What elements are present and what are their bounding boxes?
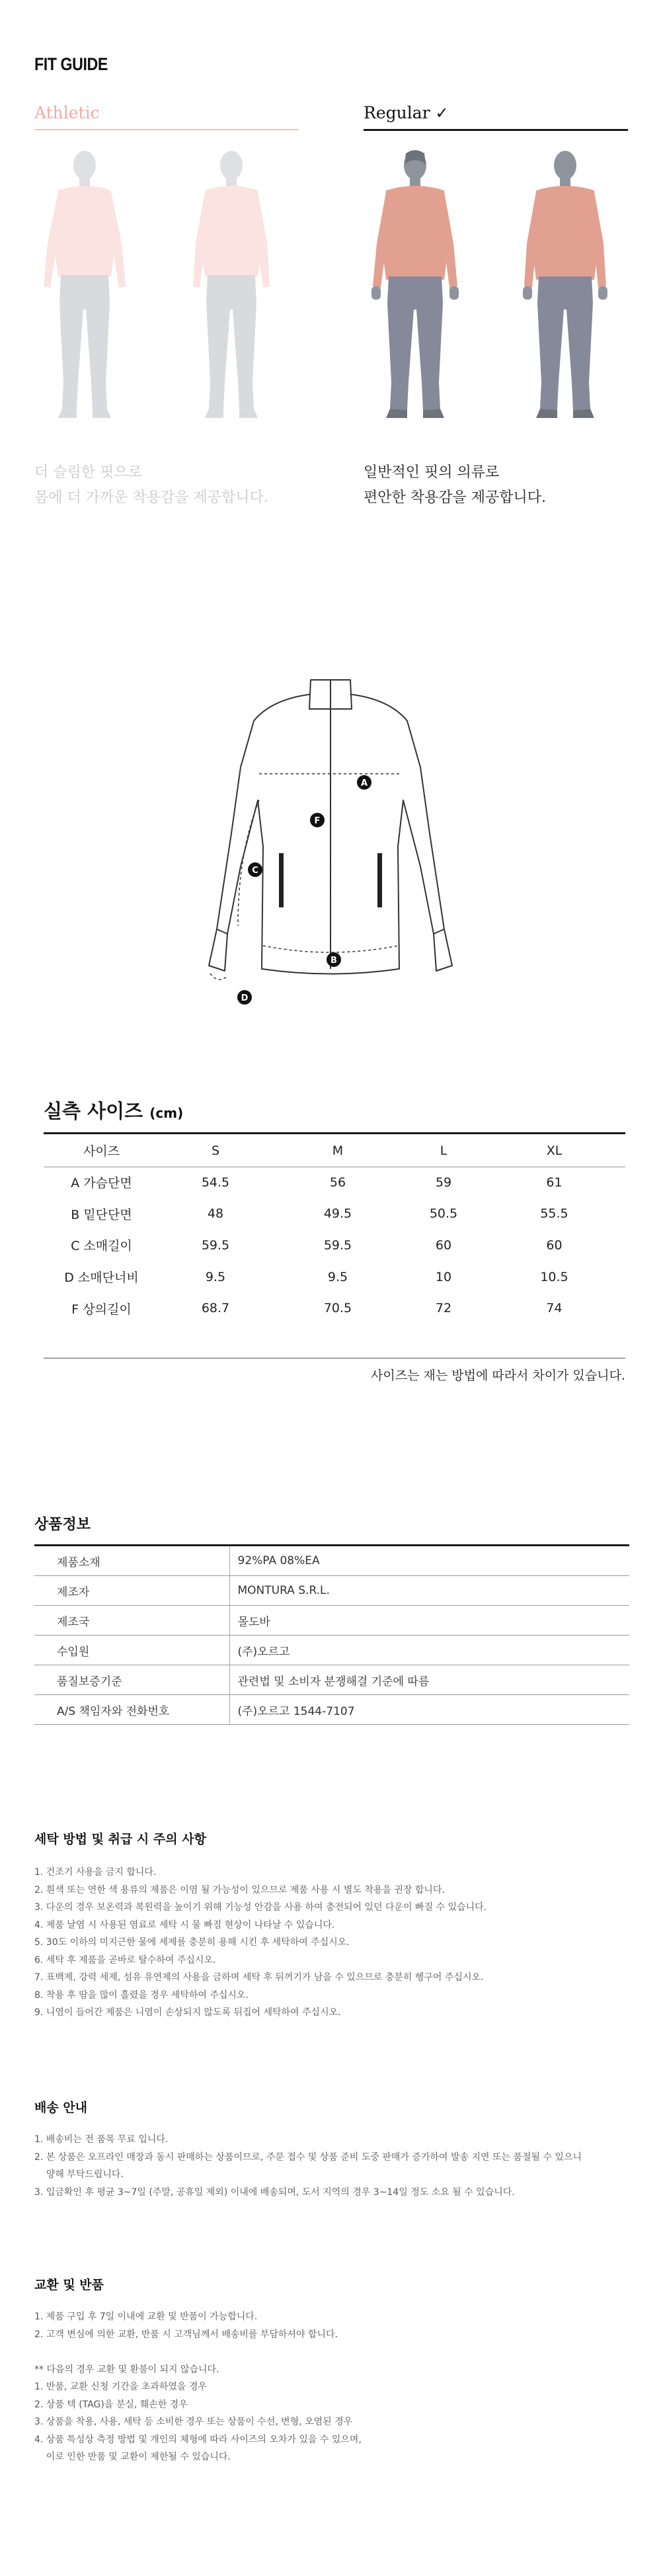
size-header-cell: S [211,1143,220,1158]
table-row [34,1665,629,1695]
list-item: 4. 상품 특성상 측정 방법 및 개인의 체형에 따라 사이즈의 오차가 있을 수 있으며, [34,2434,362,2445]
regular-tab-underline [364,129,628,131]
regular-desc-line: 일반적인 핏의 의류로 [364,464,500,481]
table-cell: 60 [435,1237,452,1253]
list-item: 2. 상품 텍 (TAG)을 분실, 훼손한 경우 [34,2399,188,2410]
size-header-cell: M [332,1143,344,1158]
regular-tab[interactable] [364,103,449,122]
list-item: 3. 상품을 착용, 사용, 세탁 등 소비한 경우 또는 상품이 수선, 변형, 오염된 경우 [34,2417,353,2427]
size-table-note: 사이즈는 재는 방법에 따라서 차이가 있습니다. [371,1368,625,1383]
table-cell: 50.5 [429,1206,458,1222]
list-item: 3. 입금확인 후 평균 3~7일 (주말, 공휴일 제외) 이내에 배송되며, 도서 지역의 경우 3~14일 정도 소요 될 수 있습니다. [34,2186,515,2198]
info-value: 몰도바 [229,1606,629,1636]
athletic-desc-line: 몸에 더 가까운 착용감을 제공합니다. [34,489,268,506]
size-table-unit: (cm) [149,1105,184,1121]
table-cell: D 소매단너비 [64,1270,139,1286]
size-table [44,1134,625,1324]
info-key: 제조자 [34,1576,229,1606]
washing-title: 세탁 방법 및 취급 시 주의 사항 [34,1832,206,1847]
list-item: 5. 30도 이하의 미지근한 물에 세제를 충분히 용해 시킨 후 세탁하여 주십시오. [34,1937,350,1948]
list-item: 1. 배송비는 전 품목 무료 입니다. [34,2134,169,2145]
size-table-header-row [44,1134,625,1167]
svg-text:A: A [360,778,368,788]
label-a-marker [357,775,371,790]
table-cell: 59 [435,1175,452,1190]
washing-list [34,1864,629,2022]
table-cell: F 상의길이 [71,1302,132,1317]
table-cell: 48 [207,1206,224,1222]
exchange-list [34,2308,629,2466]
svg-text:B: B [330,956,337,966]
delivery-list [34,2131,629,2201]
table-row [44,1229,625,1261]
list-item: 이로 인한 반품 및 교환이 제한될 수 있습니다. [34,2452,231,2462]
info-key: 품질보증기준 [34,1665,229,1695]
table-cell: 59.5 [323,1237,352,1253]
list-item: 1. 건조기 사용을 금지 합니다. [34,1867,157,1878]
size-table-title-text: 실측 사이즈 [44,1100,143,1122]
table-row [44,1167,625,1198]
list-item: 2. 본 상품은 오프라인 매장과 동시 판매하는 상품이므로, 주문 접수 및 상품 준비 도중 판매가 증가하여 발송 지연 또는 품절될 수 있으니 [34,2151,582,2163]
athletic-label: Athletic [34,103,100,122]
table-cell: A 가슴단면 [71,1176,132,1191]
exchange-title: 교환 및 반품 [34,2278,104,2292]
info-value: (주)오르고 1544-7107 [229,1695,629,1725]
list-item: 2. 고객 변심에 의한 교환, 반품 시 고객님께서 배송비를 부담하셔야 합니다. [34,2329,338,2340]
list-item: 6. 세탁 후 제품을 곧바로 탈수하여 주십시오. [34,1954,216,1966]
info-value: 관련법 및 소비자 분쟁해결 기준에 따름 [229,1665,629,1695]
table-cell: 54.5 [201,1175,230,1190]
regular-front-figure [362,144,468,429]
table-cell: 10 [435,1269,452,1284]
product-info-title: 상품정보 [34,1517,91,1533]
table-cell: 68.7 [201,1301,230,1316]
check-icon: ✓ [435,104,449,122]
fit-guide-title: FIT GUIDE [34,54,108,74]
info-key: 제품소재 [34,1546,229,1576]
table-cell: 61 [546,1175,563,1190]
regular-back-figure [512,144,618,429]
list-item: 9. 니염이 들어간 제품은 니염이 손상되지 않도록 뒤집어 세탁하여 주십시오. [34,2007,341,2018]
label-d-marker [237,990,252,1005]
list-item: 2. 흰색 또는 연한 색 용류의 제품은 이염 될 가능성이 있으므로 제품 사용 시 별도 착용을 권장 합니다. [34,1884,445,1895]
table-row [34,1636,629,1665]
table-cell: 55.5 [540,1206,568,1222]
table-cell: 49.5 [323,1206,352,1222]
table-cell: 56 [329,1175,346,1190]
svg-text:C: C [252,866,258,876]
regular-label: Regular [364,103,430,122]
list-item: 1. 반품, 교환 신청 기간을 초과하였을 경우 [34,2382,207,2392]
table-row [34,1576,629,1606]
table-row [44,1292,625,1324]
table-row [44,1261,625,1293]
list-item: 3. 다운의 경우 보온력과 복원력을 높이기 위해 기능성 안감을 사용 하여 충전되어 있던 다운이 빠질 수 있습니다. [34,1902,487,1913]
table-cell: 10.5 [540,1269,568,1284]
info-key: A/S 책임자와 전화번호 [34,1695,229,1725]
list-item: 7. 표백제, 강력 세제, 섬유 유연제의 사용을 금하며 세탁 후 뒤꺼기가 남을 수 있으므로 충분히 헹구어 주십시오. [34,1972,484,1983]
list-item: 8. 착용 후 땀을 많이 흘렸을 경우 세탁하여 주십시오. [34,1989,249,2001]
table-cell: 59.5 [201,1237,230,1253]
size-header-cell: L [440,1143,447,1158]
table-row [34,1606,629,1636]
athletic-tab-underline [34,129,299,130]
athletic-back-figure [178,144,284,429]
table-cell: 72 [435,1301,452,1316]
list-item: 4. 제품 날염 시 사용된 염료로 세탁 시 물 빠짐 현상이 나타날 수 있습니다. [34,1919,335,1931]
table-row [34,1546,629,1576]
info-value: MONTURA S.R.L. [229,1576,629,1606]
table-cell: C 소매길이 [71,1239,132,1254]
label-f-marker [310,813,325,827]
size-header-cell: XL [546,1143,563,1158]
info-key: 수입원 [34,1636,229,1665]
list-item [34,2343,629,2361]
regular-desc-line: 편안한 착용감을 제공합니다. [364,489,547,506]
list-item: ** 다음의 경우 교환 및 환불이 되지 않습니다. [34,2364,219,2375]
info-value: (주)오르고 [229,1636,629,1665]
right-pocket [377,853,382,907]
table-cell: 9.5 [327,1269,348,1284]
left-pocket [279,853,284,907]
regular-description [364,460,546,511]
label-b-marker [327,952,341,967]
athletic-front-figure [32,144,137,429]
table-cell: 9.5 [205,1269,226,1284]
svg-text:D: D [241,993,249,1003]
list-item: 1. 제품 구입 후 7일 이내에 교환 및 반품이 가능합니다. [34,2311,258,2322]
table-row [34,1695,629,1725]
table-cell: 74 [546,1301,563,1316]
info-value: 92%PA 08%EA [229,1546,629,1576]
size-table-title [44,1097,183,1124]
jacket-measurement-diagram [198,668,463,1012]
list-item: 양해 부탁드립니다. [34,2169,124,2180]
size-header-cell: 사이즈 [83,1144,120,1159]
athletic-desc-line: 더 슬림한 핏으로 [34,464,142,481]
table-cell: B 밑단단면 [71,1207,132,1222]
label-c-marker [248,862,262,877]
athletic-description [34,460,268,511]
product-info-table [34,1544,629,1725]
athletic-tab[interactable] [34,103,100,122]
table-cell: 70.5 [323,1301,352,1316]
table-row [44,1198,625,1230]
svg-text:F: F [314,816,321,826]
info-key: 제조국 [34,1606,229,1636]
table-cell: 60 [546,1237,563,1253]
delivery-title: 배송 안내 [34,2100,88,2115]
